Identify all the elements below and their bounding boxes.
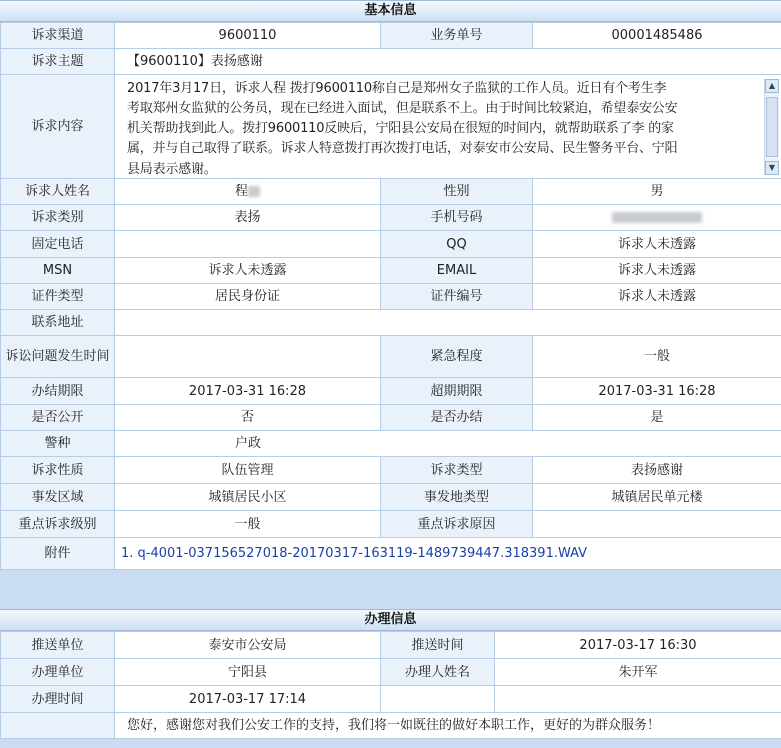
- content-scrollbar[interactable]: [764, 79, 779, 175]
- push-unit-value: 泰安市公安局: [115, 632, 381, 659]
- area-value: 城镇居民小区: [115, 484, 381, 511]
- public-value: 否: [115, 405, 381, 431]
- handle-time-label: 办理时间: [1, 686, 115, 713]
- urgency-label: 紧急程度: [381, 336, 533, 378]
- handle-time-value: 2017-03-17 17:14: [115, 686, 381, 713]
- push-time-label: 推送时间: [381, 632, 495, 659]
- landline-label: 固定电话: [1, 231, 115, 258]
- phone-value: [533, 205, 781, 231]
- attachment-label: 附件: [1, 538, 115, 570]
- key-reason-value: [533, 511, 781, 538]
- category-label: 诉求类别: [1, 205, 115, 231]
- key-level-value: 一般: [115, 511, 381, 538]
- qq-value: 诉求人未透露: [533, 231, 781, 258]
- id-no-label: 证件编号: [381, 284, 533, 310]
- content-label: 诉求内容: [1, 75, 115, 179]
- content-cell: [115, 75, 781, 179]
- place-type-value: 城镇居民单元楼: [533, 484, 781, 511]
- handler-label: 办理人姓名: [381, 659, 495, 686]
- msn-value: 诉求人未透露: [115, 258, 381, 284]
- phone-label: 手机号码: [381, 205, 533, 231]
- subject-label: 诉求主题: [1, 49, 115, 75]
- business-no-label: 业务单号: [381, 23, 533, 49]
- address-label: 联系地址: [1, 310, 115, 336]
- handle-unit-value: 宁阳县: [115, 659, 381, 686]
- content-line: 机关帮助找到此人。拨打9600110反映后，宁阳县公安局在很短的时间内，就帮助联系了李 的家: [127, 121, 674, 137]
- push-unit-label: 推送单位: [1, 632, 115, 659]
- business-no-value: 00001485486: [533, 23, 781, 49]
- gender-value: 男: [533, 179, 781, 205]
- scroll-up-arrow-icon[interactable]: ▲: [765, 79, 779, 93]
- landline-value: [115, 231, 381, 258]
- id-type-label: 证件类型: [1, 284, 115, 310]
- address-value: [115, 310, 781, 336]
- deadline-value: 2017-03-31 16:28: [115, 378, 381, 405]
- content-line: 县局表示感谢。: [127, 161, 217, 177]
- overdue-value: 2017-03-31 16:28: [533, 378, 781, 405]
- msn-label: MSN: [1, 258, 115, 284]
- key-reason-label: 重点诉求原因: [381, 511, 533, 538]
- finished-value: 是: [533, 405, 781, 431]
- gender-label: 性别: [381, 179, 533, 205]
- email-value: 诉求人未透露: [533, 258, 781, 284]
- police-type-label: 警种: [1, 431, 115, 457]
- id-no-value: 诉求人未透露: [533, 284, 781, 310]
- police-type-value: 户政: [115, 431, 781, 457]
- subject-value: 【9600110】表扬感谢: [115, 49, 781, 75]
- basic-info-title: 基本信息: [0, 0, 781, 22]
- content-line: 2017年3月17日，诉求人程 拨打9600110称自己是郑州女子监狱的工作人员。近日有个考生李: [127, 80, 667, 96]
- basic-info-table: [0, 22, 781, 570]
- type-value: 表扬感谢: [533, 457, 781, 484]
- handling-info-panel: [0, 609, 781, 739]
- occur-time-label: 诉讼问题发生时间: [1, 336, 115, 378]
- deadline-label: 办结期限: [1, 378, 115, 405]
- name-label: 诉求人姓名: [1, 179, 115, 205]
- content-scrollbox[interactable]: [115, 77, 781, 177]
- redacted-mark: [612, 212, 702, 223]
- type-label: 诉求类型: [381, 457, 533, 484]
- id-type-value: 居民身份证: [115, 284, 381, 310]
- reply-text: 您好，感谢您对我们公安工作的支持，我们将一如既往的做好本职工作，更好的为群众服务！: [115, 713, 781, 739]
- nature-value: 队伍管理: [115, 457, 381, 484]
- key-level-label: 重点诉求级别: [1, 511, 115, 538]
- email-label: EMAIL: [381, 258, 533, 284]
- attachment-cell: [115, 538, 781, 570]
- urgency-value: 一般: [533, 336, 781, 378]
- handler-value: 朱开军: [495, 659, 781, 686]
- reply-label-empty: [1, 713, 115, 739]
- content-line: 属，并与自己取得了联系。诉求人特意拨打再次拨打电话，对泰安市公安局、民生警务平台、宁阳: [127, 141, 678, 157]
- name-value: [115, 179, 381, 205]
- public-label: 是否公开: [1, 405, 115, 431]
- overdue-label: 超期期限: [381, 378, 533, 405]
- attachment-link[interactable]: 1. q-4001-037156527018-20170317-163119-1489739447.318391.WAV: [121, 546, 588, 561]
- handle-time-empty: [381, 686, 495, 713]
- content-text: [127, 77, 715, 179]
- scroll-down-arrow-icon[interactable]: ▼: [765, 161, 779, 175]
- channel-label: 诉求渠道: [1, 23, 115, 49]
- push-time-value: 2017-03-17 16:30: [495, 632, 781, 659]
- qq-label: QQ: [381, 231, 533, 258]
- category-value: 表扬: [115, 205, 381, 231]
- place-type-label: 事发地类型: [381, 484, 533, 511]
- name-text: 程: [234, 184, 248, 199]
- content-line: 考取郑州女监狱的公务员，现在已经进入面试，但是联系不上。由于时间比较紧迫，希望泰安公安: [127, 100, 678, 116]
- handle-unit-label: 办理单位: [1, 659, 115, 686]
- finished-label: 是否办结: [381, 405, 533, 431]
- handling-info-table: [0, 631, 781, 739]
- handling-info-title: 办理信息: [0, 609, 781, 631]
- scrollbar-thumb[interactable]: [766, 97, 778, 157]
- handle-time-empty: [495, 686, 781, 713]
- redacted-mark: [248, 186, 260, 197]
- occur-time-value: [115, 336, 381, 378]
- area-label: 事发区域: [1, 484, 115, 511]
- nature-label: 诉求性质: [1, 457, 115, 484]
- channel-value: 9600110: [115, 23, 381, 49]
